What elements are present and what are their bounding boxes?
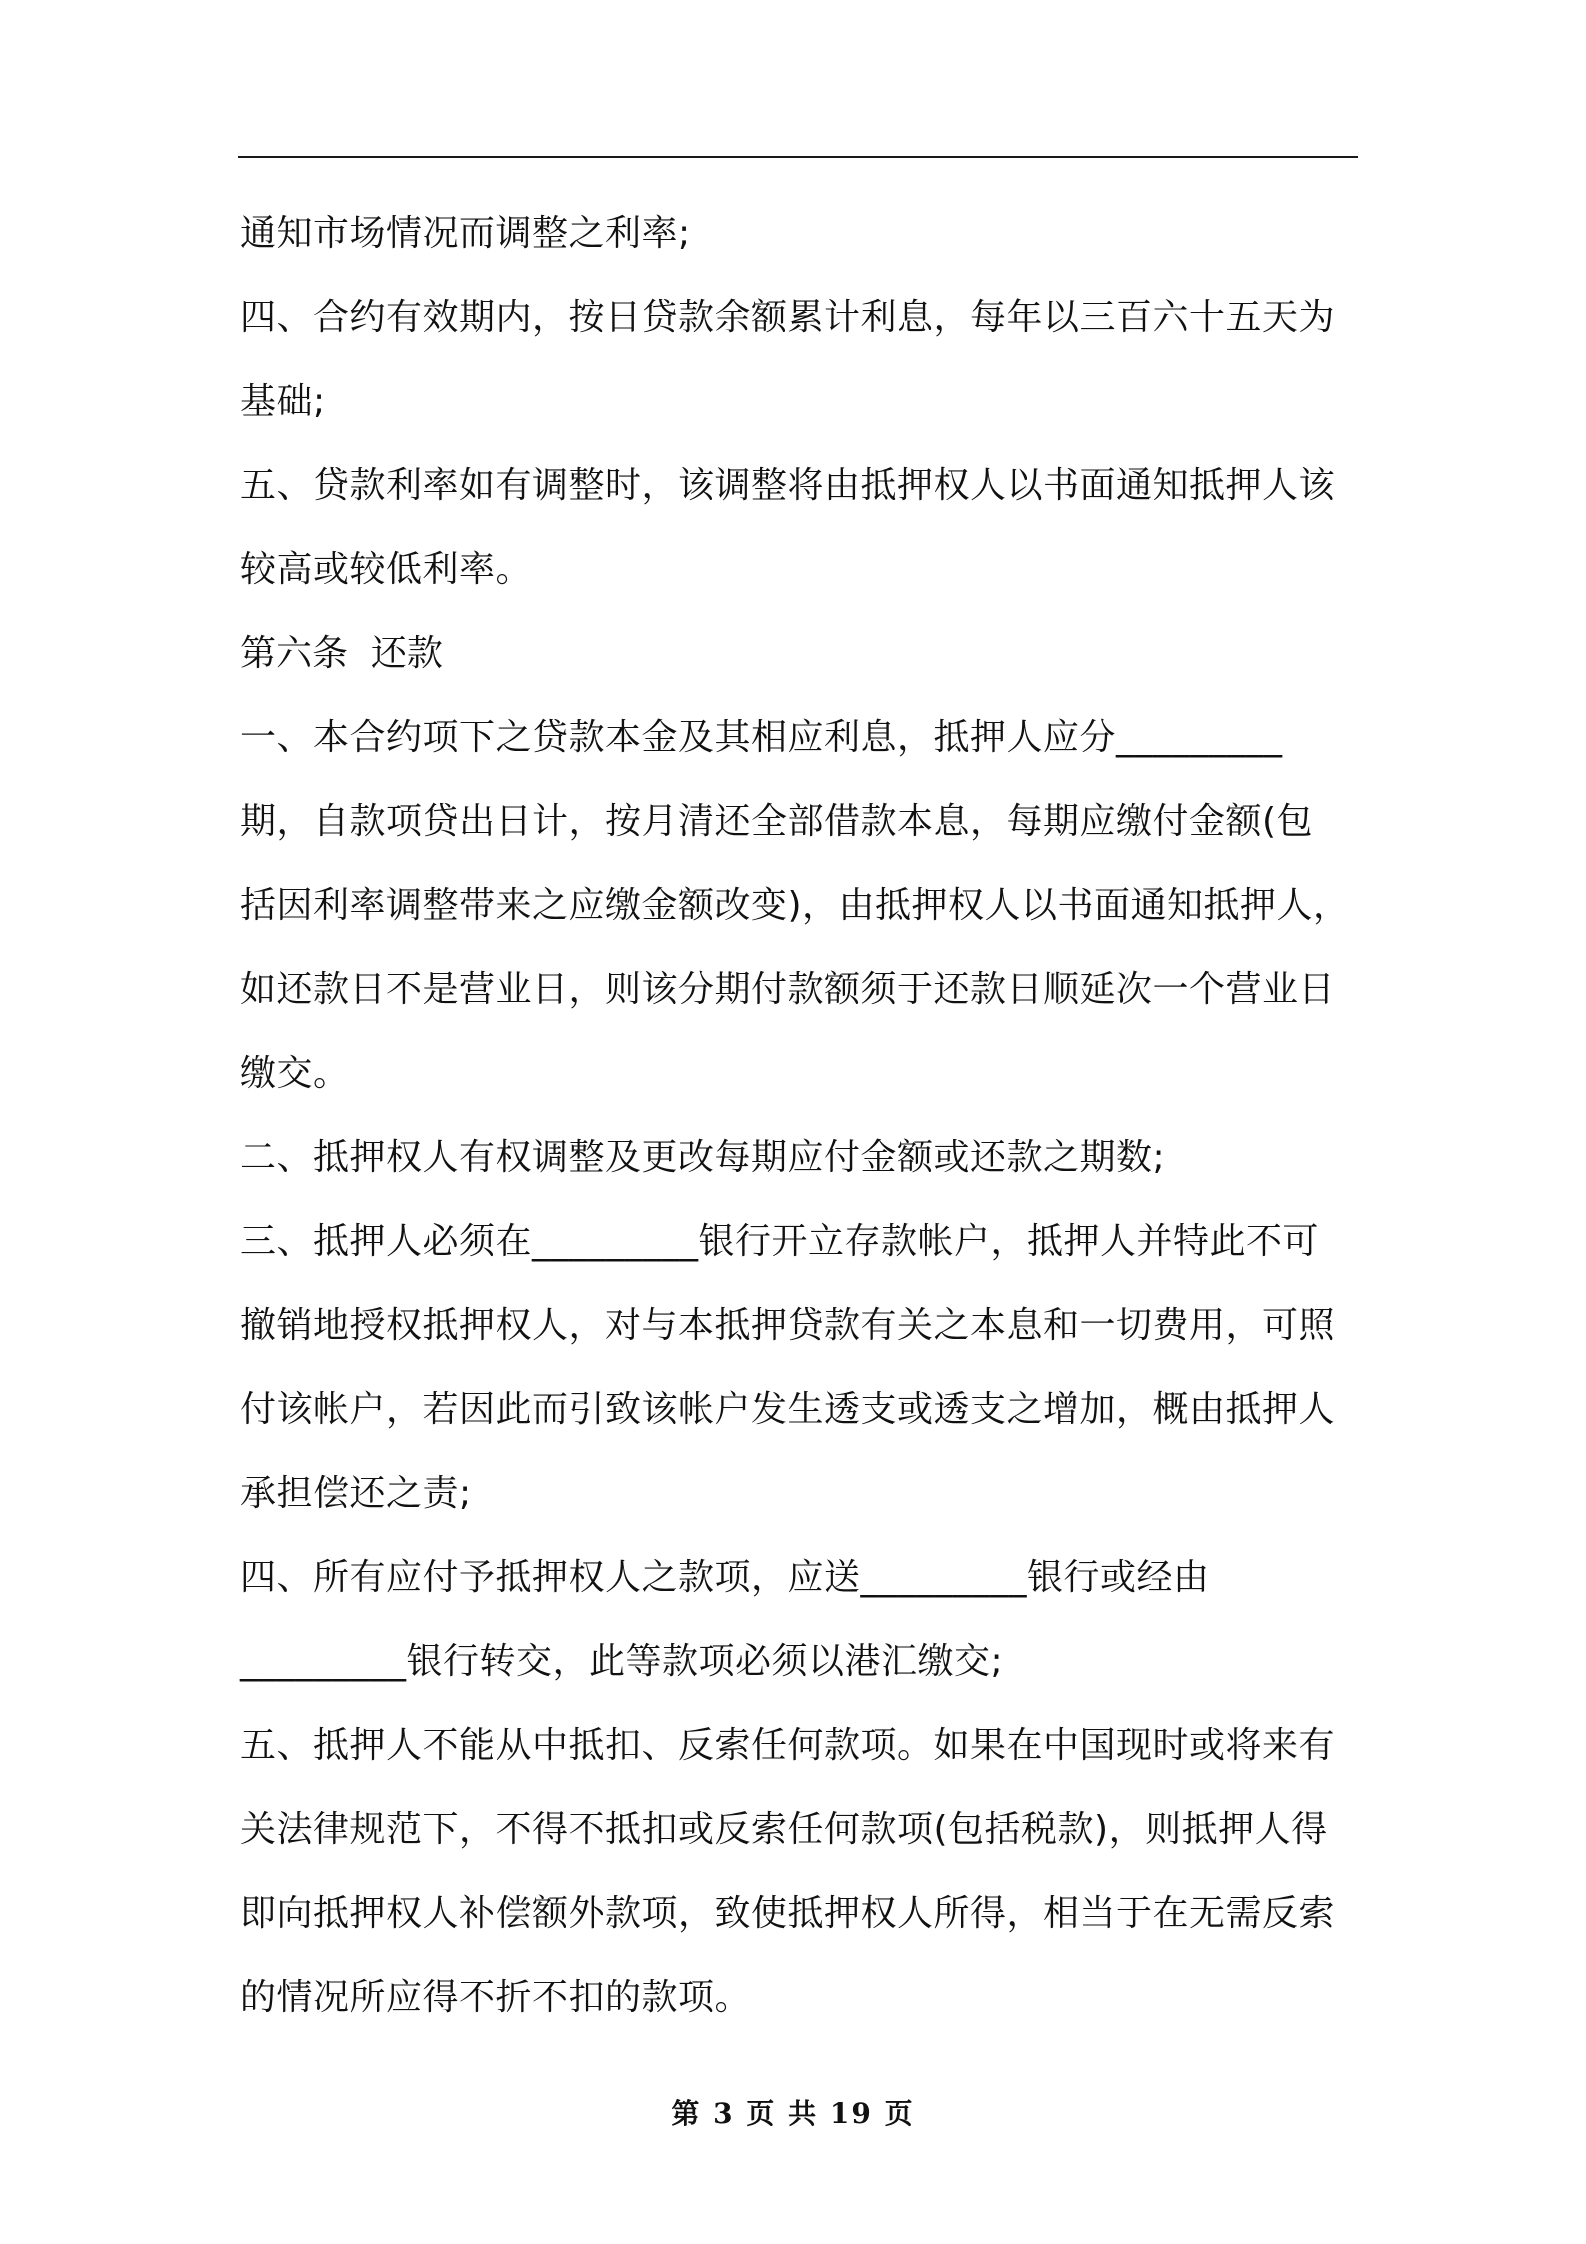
repayment-clause-3-line: 三、抵押人必须在_________银行开立存款帐户，抵押人并特此不可 (240, 1221, 1320, 1262)
page-number: 第 3 页 共 19 页 (671, 2097, 915, 2130)
text-line: 较高或较低利率。 (240, 549, 533, 590)
text-line: 期，自款项贷出日计，按月清还全部借款本息，每期应缴付金额(包 (240, 801, 1314, 842)
text-line: 承担偿还之责; (240, 1473, 472, 1514)
text-line: 关法律规范下，不得不抵扣或反索任何款项(包括税款)，则抵押人得 (240, 1809, 1328, 1850)
text-line: 括因利率调整带来之应缴金额改变)，由抵押权人以书面通知抵押人， (240, 885, 1350, 926)
text-line: 缴交。 (240, 1053, 350, 1094)
text-line: 基础; (240, 381, 326, 422)
text-line: 即向抵押权人补偿额外款项，致使抵押权人所得，相当于在无需反索 (240, 1893, 1336, 1934)
text-line: 付该帐户，若因此而引致该帐户发生透支或透支之增加，概由抵押人 (240, 1389, 1336, 1430)
clause-4-line: 四、合约有效期内，按日贷款余额累计利息，每年以三百六十五天为 (240, 297, 1336, 338)
text-line: 如还款日不是营业日，则该分期付款额须于还款日顺延次一个营业日 (240, 969, 1336, 1010)
text-line: 通知市场情况而调整之利率; (240, 213, 691, 254)
clause-5-line: 五、贷款利率如有调整时，该调整将由抵押权人以书面通知抵押人该 (240, 465, 1336, 506)
article-6-heading: 第六条 还款 (240, 633, 443, 674)
repayment-clause-2-line: 二、抵押权人有权调整及更改每期应付金额或还款之期数; (240, 1137, 1166, 1178)
text-line: 的情况所应得不折不扣的款项。 (240, 1977, 752, 2018)
header-rule (238, 156, 1358, 158)
text-line: 撤销地授权抵押权人，对与本抵押贷款有关之本息和一切费用，可照 (240, 1305, 1336, 1346)
repayment-clause-4-line: 四、所有应付予抵押权人之款项，应送_________银行或经由 (240, 1557, 1210, 1598)
document-body (240, 192, 1360, 2040)
repayment-clause-5-line: 五、抵押人不能从中抵扣、反索任何款项。如果在中国现时或将来有 (240, 1725, 1336, 1766)
text-line: _________银行转交，此等款项必须以港汇缴交; (240, 1641, 1004, 1682)
repayment-clause-1-line: 一、本合约项下之贷款本金及其相应利息，抵押人应分_________ (240, 717, 1283, 758)
